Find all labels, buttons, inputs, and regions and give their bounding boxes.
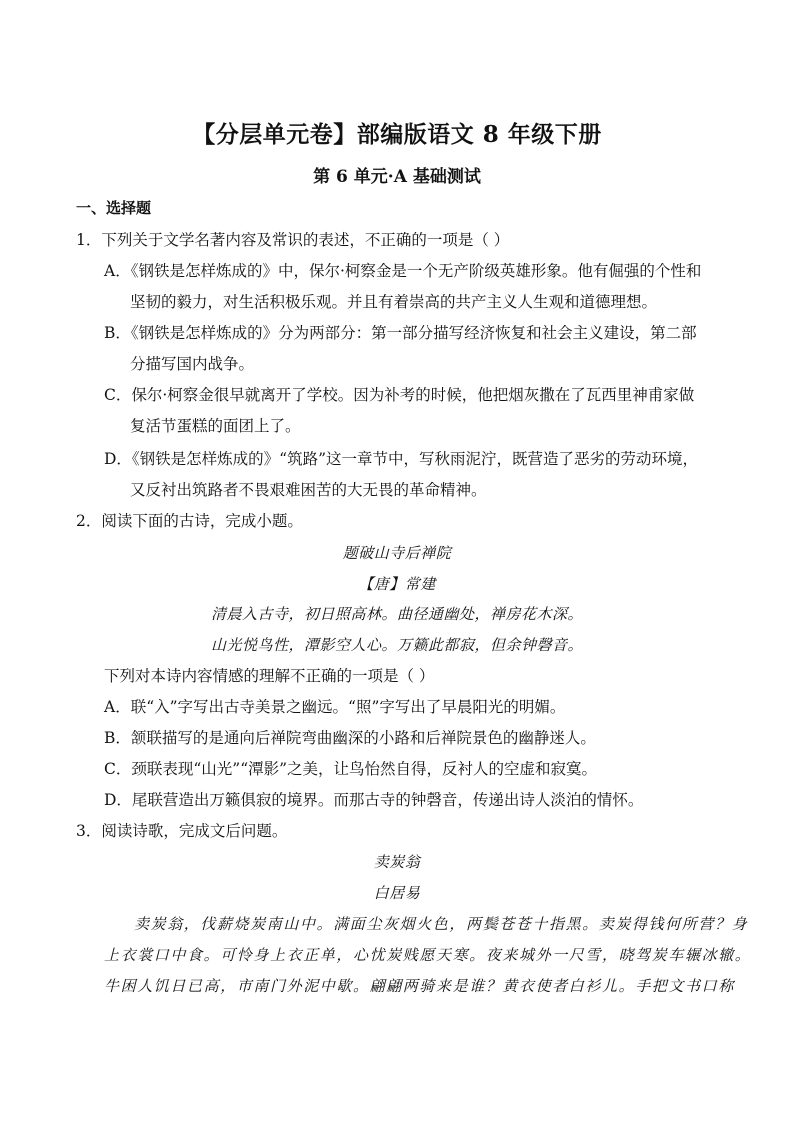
question-1-option-d-cont: 又反衬出筑路者不畏艰难困苦的大无畏的革命精神。: [130, 481, 487, 499]
page-subtitle: 第 6 单元·A 基础测试: [313, 167, 481, 187]
question-1-option-d: D．《钢铁是怎样炼成的》“筑路”这一章节中，写秋雨泥泞，既营造了恶劣的劳动环境，: [104, 450, 699, 468]
question-1-option-b: B．《钢铁是怎样炼成的》分为两部分：第一部分描写经济恢复和社会主义建设，第二部: [104, 324, 697, 342]
section-heading: 一、选择题: [76, 199, 152, 217]
question-1-option-c: C．保尔·柯察金很早就离开了学校。因为补考的时候，他把烟灰撒在了瓦西里神甫家做: [104, 386, 695, 404]
question-2-option-d: D．尾联营造出万籁俱寂的境界。而那古寺的钟磬音，传递出诗人淡泊的情怀。: [104, 791, 644, 809]
poem-3-text-line-2: 上衣裳口中食。可怜身上衣正单，心忧炭贱愿天寒。夜来城外一尺雪，晓驾炭车辗冰辙。: [104, 946, 752, 964]
poem-3-text-line-1: 卖炭翁，伐薪烧炭南山中。满面尘灰烟火色，两鬓苍苍十指黑。卖炭得钱何所营？身: [134, 915, 749, 933]
poem-author: 【唐】常建: [358, 575, 436, 593]
poem-3-text-line-3: 牛困人饥日已高，市南门外泥中歇。翩翩两骑来是谁？黄衣使者白衫儿。手把文书口称: [104, 977, 735, 995]
page-title: 【分层单元卷】部编版语文 8 年级下册: [192, 121, 602, 148]
question-2-stem: 2．阅读下面的古诗，完成小题。: [76, 512, 303, 530]
question-1-option-a-cont: 坚韧的毅力，对生活积极乐观。并且有着崇高的共产主义人生观和道德理想。: [130, 293, 658, 311]
question-1-option-c-cont: 复活节蛋糕的面团上了。: [130, 417, 301, 435]
question-2-option-c: C．颈联表现“山光”“潭影”之美，让鸟怡然自得，反衬人的空虚和寂寞。: [104, 760, 598, 778]
question-1-option-b-cont: 分描写国内战争。: [130, 355, 255, 373]
question-2-option-b: B．颔联描写的是通向后禅院弯曲幽深的小路和后禅院景色的幽静迷人。: [104, 729, 596, 747]
poem-title: 题破山寺后禅院: [342, 544, 452, 562]
question-3-stem: 3．阅读诗歌，完成文后问题。: [76, 822, 288, 840]
question-1-stem: 1．下列关于文学名著内容及常识的表述，不正确的一项是（ ）: [76, 231, 510, 249]
poem-line-1: 清晨入古寺，初日照高林。曲径通幽处，禅房花木深。: [210, 605, 583, 623]
question-2-option-a: A．联“入”字写出古寺美景之幽远。“照”字写出了早晨阳光的明媚。: [104, 698, 566, 716]
poem-3-author: 白居易: [373, 884, 421, 902]
question-2-sub-stem: 下列对本诗内容情感的理解不正确的一项是（ ）: [104, 667, 435, 685]
poem-line-2: 山光悦鸟性，潭影空人心。万籁此都寂，但余钟磬音。: [210, 636, 583, 654]
poem-3-title: 卖炭翁: [373, 853, 421, 871]
question-1-option-a: A．《钢铁是怎样炼成的》中，保尔·柯察金是一个无产阶级英雄形象。他有倔强的个性和: [104, 262, 702, 280]
